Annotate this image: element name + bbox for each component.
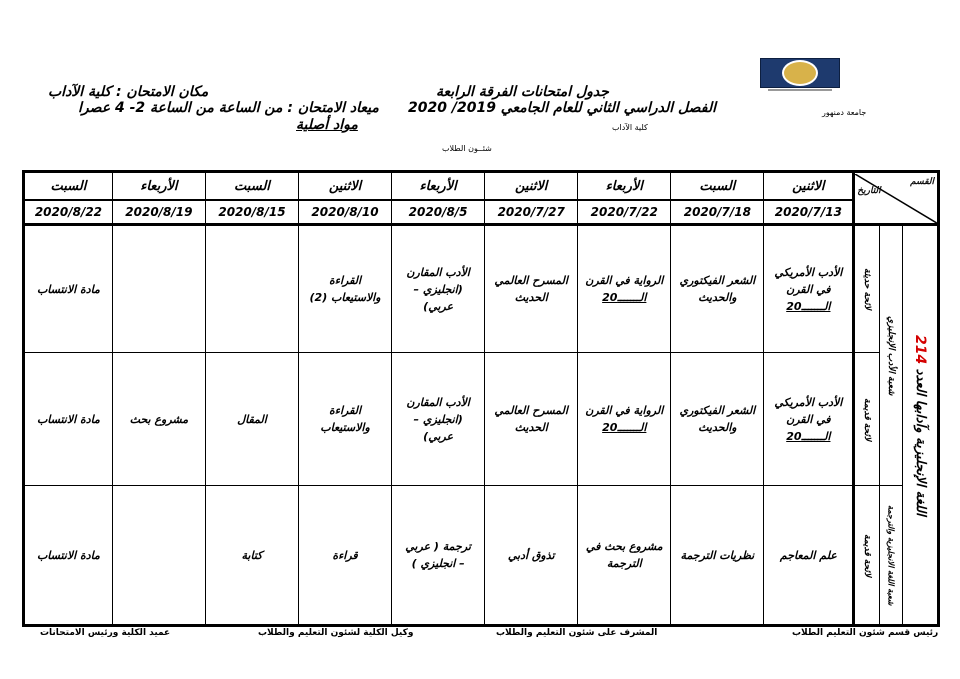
date-header: 2020/7/18 <box>671 200 764 225</box>
day-header: الاثنين <box>299 172 392 201</box>
date-header: 2020/8/19 <box>112 200 205 225</box>
regulation-cell: لائحة حديثة <box>854 225 879 353</box>
logo-emblem-icon <box>782 60 818 86</box>
date-header: 2020/8/22 <box>24 200 113 225</box>
exam-cell: الأدب الأمريكي في القرن الـــــــ20 <box>764 353 854 486</box>
sig-head-affairs: رئيس قسم شئون التعليم الطلاب <box>792 628 939 638</box>
faculty-name: كلية الآداب <box>612 123 648 132</box>
day-header: الأربعاء <box>112 172 205 201</box>
exam-cell: مشروع بحث <box>112 353 205 486</box>
day-header: السبت <box>671 172 764 201</box>
exam-cell: القراءة والاستيعاب (2) <box>299 225 392 353</box>
date-header: 2020/8/5 <box>392 200 485 225</box>
exam-cell: نظريات الترجمة <box>671 486 764 626</box>
department-cell: اللغة الإنجليزية وآدابها العدد 214 <box>902 225 938 626</box>
exam-cell: الأدب المقارن (انجليزي – عربي) <box>392 225 485 353</box>
branch-translation-cell: شعبة اللغة الانجليزية والترجمة <box>879 486 902 626</box>
sig-dean: عميد الكلية ورئيس الامتحانات <box>40 628 171 638</box>
exam-cell: الشعر الفيكتوري والحديث <box>671 225 764 353</box>
exam-cell <box>112 486 205 626</box>
regulation-cell: لائحة قديمة <box>854 486 879 626</box>
exam-cell: المسرح العالمي الحديث <box>485 225 578 353</box>
corner-header <box>854 172 939 225</box>
date-header: 2020/7/22 <box>578 200 671 225</box>
branch-literature-cell: شعبة الأدب الإنجليزي <box>879 225 902 486</box>
exam-cell: المسرح العالمي الحديث <box>485 353 578 486</box>
date-header: 2020/8/10 <box>299 200 392 225</box>
schedule-title: جدول امتحانات الفرقة الرابعة <box>436 84 609 100</box>
exam-cell: الأدب المقارن (انجليزي – عربي) <box>392 353 485 486</box>
day-header: السبت <box>205 172 298 201</box>
exam-cell: الرواية في القرن الـــــــ20 <box>578 225 671 353</box>
semester-line: الفصل الدراسي الثاني للعام الجامعي 2019/ 2020 <box>408 100 717 116</box>
student-affairs: شئــون الطلاب <box>442 144 492 153</box>
date-header: 2020/7/27 <box>485 200 578 225</box>
original-subjects: مواد أصلية <box>296 117 358 133</box>
exam-cell: كتابة <box>205 486 298 626</box>
day-header: الأربعاء <box>392 172 485 201</box>
sig-vice-dean: وكيل الكلية لشئون التعليم والطلاب <box>258 628 414 638</box>
regulation-cell: لائحة قديمة <box>854 353 879 486</box>
date-header: 2020/7/13 <box>764 200 854 225</box>
day-header: الاثنين <box>485 172 578 201</box>
exam-cell: الرواية في القرن الـــــــ20 <box>578 353 671 486</box>
sig-supervisor: المشرف على شئون التعليم والطلاب <box>496 628 658 638</box>
exam-cell: علم المعاجم <box>764 486 854 626</box>
exam-cell: الأدب الأمريكي في القرن الـــــــ20 <box>764 225 854 353</box>
exam-cell: الشعر الفيكتوري والحديث <box>671 353 764 486</box>
exam-cell: ترجمة ( عربي – انجليزي ) <box>392 486 485 626</box>
corner-date-label: التاريخ <box>857 185 881 196</box>
exam-cell: القراءة والاستيعاب <box>299 353 392 486</box>
day-header: السبت <box>24 172 113 201</box>
exam-place: مكان الامتحان : كلية الآداب <box>48 84 209 100</box>
logo-caption <box>768 89 832 91</box>
exam-cell: مادة الانتساب <box>24 225 113 353</box>
exam-schedule-table <box>22 170 940 627</box>
exam-cell: مادة الانتساب <box>24 353 113 486</box>
date-header: 2020/8/15 <box>205 200 298 225</box>
exam-time: ميعاد الامتحان : من الساعة من الساعة 2- 4 عصرا <box>78 100 379 116</box>
exam-cell <box>112 225 205 353</box>
exam-cell: مشروع بحث في الترجمة <box>578 486 671 626</box>
corner-dept-label: القسم <box>910 176 934 187</box>
exam-cell: تذوق أدبي <box>485 486 578 626</box>
exam-cell <box>205 225 298 353</box>
day-header: الأربعاء <box>578 172 671 201</box>
university-name: جامعة دمنهور <box>822 108 867 117</box>
exam-cell: المقال <box>205 353 298 486</box>
day-header: الاثنين <box>764 172 854 201</box>
exam-cell: قراءة <box>299 486 392 626</box>
exam-cell: مادة الانتساب <box>24 486 113 626</box>
